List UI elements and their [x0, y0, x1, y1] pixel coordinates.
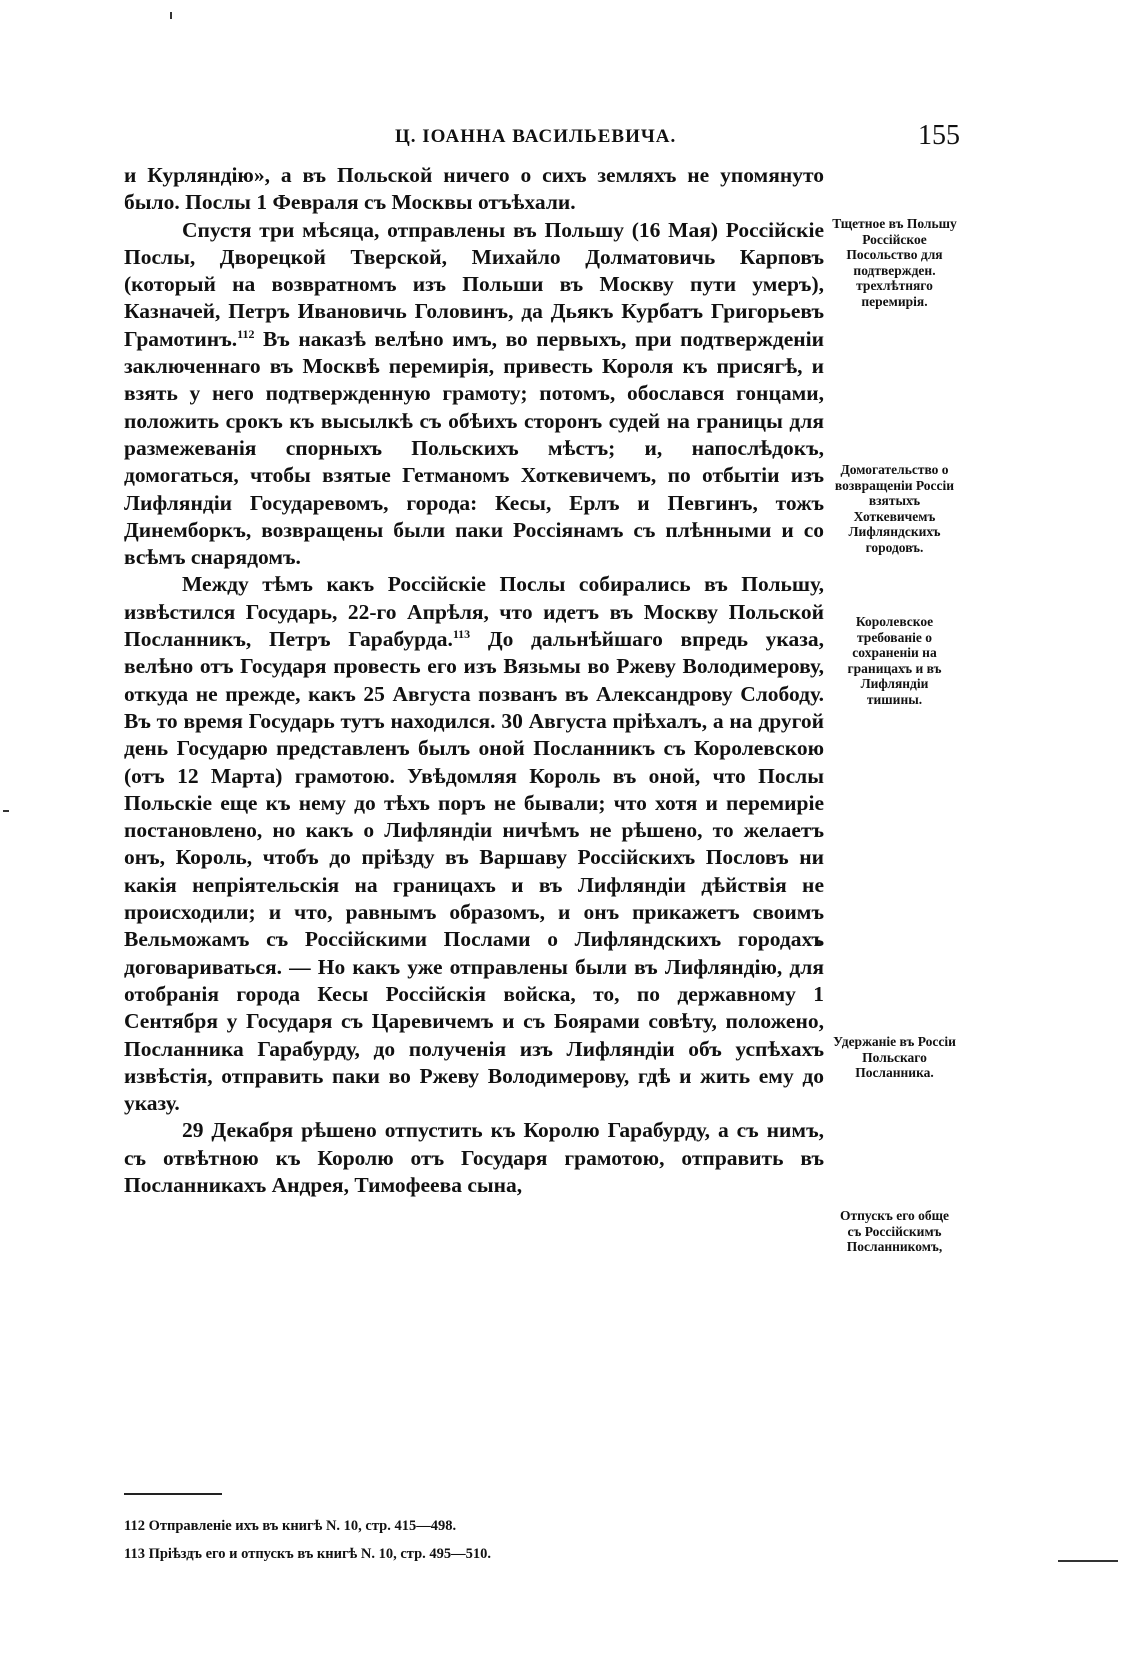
print-speck-bottom — [1058, 1560, 1118, 1562]
footnotes — [124, 1512, 824, 1568]
paragraph-3-part-a: Между тѣмъ какъ Россійскіе Послы собирались въ Польшу, извѣстился Государь, 22-го Апрѣля, что идетъ въ Москву Польской Посланникъ, Петръ Гарабурда. — [124, 572, 824, 652]
footnote-ref-113: 113 — [452, 626, 471, 641]
sidenote-return-towns: Домогательство о возвращеніи Россіи взятыхъ Хоткевичемъ Лифляндскихъ городовъ. — [834, 462, 955, 555]
running-title: Ц. ІОАННА ВАСИЛЬЕВИЧА. — [395, 126, 677, 147]
footnote-112: 112 Отправленіе ихъ въ книгѣ N. 10, стр. 415—498. — [124, 1518, 457, 1534]
sidenote-release: Отпускъ его обще съ Россійскимъ Посланникомъ, — [839, 1208, 950, 1254]
sidenote-detention: Удержаніе въ Россіи Польскаго Посланника. — [833, 1034, 956, 1080]
paragraph-3 — [124, 571, 824, 1117]
page-header — [125, 120, 960, 160]
paragraph-2-part-a: Спустя три мѣсяца, отправлены въ Польшу (16 Мая) Россійскіе Послы, Дворецкой Тверской, Михайло Долматовичь Карповъ (который на возвратномъ изъ Польши въ Москву пути умеръ), Казначей, Петръ Ивановичь Головинъ, да Дьякъ Курбатъ Григорьевъ Грамотинъ. — [124, 217, 824, 351]
paragraph-1: и Курляндію», а въ Польской ничего о сихъ земляхъ не упомянуто было. Послы 1 Февраля съ Москвы отъѣхали. — [124, 163, 824, 215]
footnote-rule — [124, 1493, 222, 1495]
print-speck-left — [3, 810, 9, 812]
print-speck-top — [170, 12, 172, 19]
footnote-ref-112: 112 — [237, 326, 255, 341]
footnote-113: 113 Пріѣздъ его и отпускъ въ книгѣ N. 10, стр. 495—510. — [124, 1546, 492, 1562]
paragraph-3-part-b: До дальнѣйшаго впредь указа, велѣно отъ Государя провесть его изъ Вязьмы во Ржеву Володимерову, откуда не прежде, какъ 25 Августа позванъ въ Александрову Слободу. Въ то время Государь тутъ находился. 30 Августа пріѣхалъ, а на другой день Государю представленъ былъ оной Посланникъ съ Королевскою (отъ 12 Марта) грамотою. Увѣдомляя Король въ оной, что Послы Польскіе еще къ нему до тѣхъ поръ не бывали; что хотя и перемиріе постановлено, но какъ о Лифляндіи ничѣмъ не рѣшено, то желаетъ онъ, Король, чтобъ до пріѣзду въ Варшаву Россійскихъ Пословъ ни какія непріятельскія на границахъ и въ Лифляндіи дѣйствія не происходили; и что, равнымъ образомъ, и онъ прикажетъ своимъ Вельможамъ съ Россійскими Послами о Лифляндскихъ городахъ договариваться. — Но какъ уже отправлены были въ Лифляндію, для отобранія города Кесы Россійскія войска, то, по державному 1 Сентября у Государя съ Царевичемъ и съ Боярами совѣту, положено, Посланника Гарабурду, до полученія изъ Лифляндіи объ успѣхахъ извѣстія, отправить паки во Ржеву Володимерову, гдѣ и жить ему до указу. — [124, 627, 824, 1116]
paragraph-2-part-b: Въ наказѣ велѣно имъ, во первыхъ, при подтвержденіи заключеннаго въ Москвѣ перемирія, привесть Короля къ присягѣ, и взять у него подтвержденную грамоту; потомъ, обослався гонцами, положить срокъ къ высылкѣ съ обѣихъ сторонъ судей на границы для размежеванія спорныхъ Польскихъ мѣстъ; и, напослѣдокъ, домогаться, чтобы взятые Гетманомъ Хоткевичемъ, по отбытіи изъ Лифляндіи Государевомъ, города: Кесы, Ерлъ и Певгинъ, тожъ Динемборкъ, возвращены были паки Россіянамъ съ плѣнными и со всѣмъ снарядомъ. — [124, 326, 824, 570]
paragraph-2 — [124, 217, 824, 572]
page-number: 155 — [918, 120, 960, 151]
paragraph-4: 29 Декабря рѣшено отпустить къ Королю Гарабурду, а съ нимъ, съ отвѣтною къ Королю отъ Государя грамотою, отправить въ Посланникахъ Андрея, Тимофеева сына, — [124, 1118, 824, 1197]
main-text — [124, 162, 824, 1199]
sidenote-embassy: Тщетное въ Польшу Россійское Посольство для подтвержден. трехлѣтняго перемирія. — [832, 216, 957, 309]
sidenote-royal-demand: Королевское требованіе о сохраненіи на границахъ и въ Лифляндіи тишины. — [847, 614, 942, 707]
